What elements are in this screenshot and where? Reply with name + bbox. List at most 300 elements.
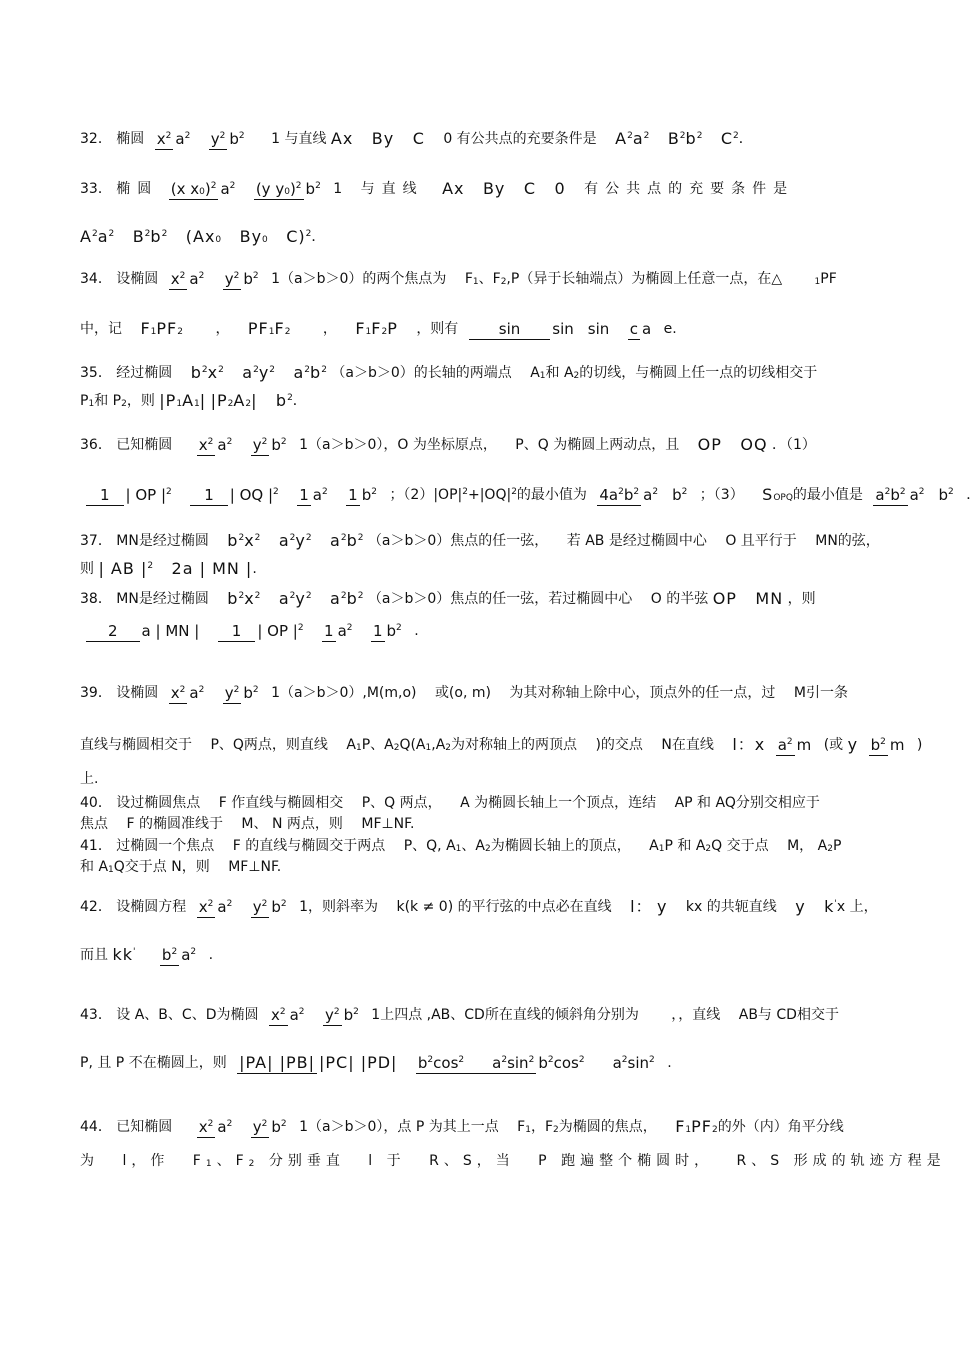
fraction-2-amn — [86, 620, 201, 642]
math: ,A — [431, 736, 446, 753]
math: a | MN | — [141, 622, 200, 640]
fraction-4a2b2 — [597, 484, 689, 506]
subscript: 0 — [215, 235, 222, 245]
exponent: 2 — [652, 487, 659, 497]
text: P、Q 两点， — [361, 795, 442, 811]
math: PF — [247, 318, 269, 338]
text: ，则有 — [416, 320, 459, 337]
text: 的最小值为 — [516, 486, 587, 503]
math: a — [293, 363, 305, 382]
var: b — [271, 436, 281, 454]
math: Ax — [442, 178, 465, 198]
item-43-cont — [80, 1052, 672, 1074]
subscript: 2 — [284, 326, 291, 337]
subscript: 1 — [194, 399, 200, 409]
exponent: 2 — [91, 229, 98, 239]
var: a — [289, 1006, 299, 1024]
subscript: 1 — [539, 371, 546, 381]
math: a — [242, 363, 254, 382]
var: b — [271, 1118, 281, 1136]
text: （a＞b＞0）焦点的任一弦，若过椭圆中心 — [367, 591, 633, 607]
math: A — [695, 838, 706, 854]
var: y — [324, 1005, 334, 1024]
math: k — [824, 896, 835, 916]
prime: ' — [132, 946, 136, 957]
math: y — [258, 363, 270, 382]
text: P 跑遍整个椭圆时， — [538, 1153, 714, 1169]
item-number: 43． — [80, 1006, 112, 1023]
math: b — [190, 363, 202, 382]
text: 中，记 — [80, 320, 122, 337]
exponent: 2 — [696, 130, 703, 141]
math: A — [80, 227, 92, 246]
text: 则 — [80, 561, 94, 577]
subscript: 1 — [685, 1124, 692, 1135]
math: c — [629, 319, 638, 338]
fraction-x-x0 — [169, 178, 238, 200]
math: F — [675, 1116, 686, 1136]
item-number: 34． — [80, 270, 112, 287]
math: A — [615, 128, 628, 148]
math: F — [355, 318, 366, 338]
text: 1，则斜率为 — [299, 898, 379, 915]
text: 或(o, m) — [434, 684, 491, 701]
math: a — [612, 1054, 622, 1072]
math: a — [330, 589, 341, 608]
exponent: 2 — [528, 1054, 535, 1065]
exponent: 2 — [198, 685, 205, 695]
math: 1 — [231, 621, 242, 640]
math: F — [464, 270, 473, 287]
item-38 — [80, 590, 816, 608]
text: 0 有公共点的充要条件是 — [443, 130, 597, 147]
math: P — [112, 393, 122, 409]
text: （a＞b＞0）焦点的任一弦， — [367, 533, 549, 549]
text: P、Q, A — [403, 838, 456, 854]
text: MF⊥NF. — [228, 859, 282, 875]
text: 和 — [94, 393, 109, 409]
exponent: 2 — [161, 229, 168, 239]
math: cos — [433, 1053, 459, 1072]
subscript: 2 — [553, 1124, 559, 1135]
math: b — [227, 531, 239, 550]
subscript: 1 — [472, 276, 479, 287]
item-number: 39． — [80, 684, 112, 701]
text: MN是经过椭圆 — [116, 533, 209, 549]
math: 1 — [100, 485, 110, 504]
math: a — [492, 1053, 502, 1072]
text: F 的直线与椭圆交于两点 — [232, 838, 386, 854]
text: F 作直线与椭圆相交 — [218, 795, 344, 811]
subscript: 2 — [393, 742, 400, 753]
item-41-cont — [80, 858, 281, 876]
exponent: 2 — [679, 130, 686, 141]
exponent: 2 — [918, 487, 925, 497]
item-42 — [80, 896, 878, 918]
subscript: 1 — [455, 844, 462, 854]
exponent: 2 — [238, 591, 245, 601]
fraction-y2-b2 — [223, 268, 261, 290]
item-number: 35． — [80, 365, 112, 381]
var: a — [217, 898, 227, 916]
exponent: 2 — [252, 685, 259, 695]
text: AP 和 AQ分别交相应于 — [674, 795, 820, 811]
exponent: 2 — [226, 1119, 233, 1129]
var: a — [217, 436, 227, 454]
math: F — [274, 318, 285, 338]
math: F — [517, 1118, 526, 1135]
math: OP — [697, 434, 722, 454]
subscript: 1 — [355, 742, 362, 753]
exponent: 2 — [218, 365, 224, 375]
text: ．（1） — [772, 436, 816, 453]
exponent: 2 — [254, 533, 261, 543]
exponent: 2 — [207, 436, 214, 447]
math: x — [207, 363, 219, 382]
text: 若 AB 是经过椭圆中心 — [566, 533, 707, 549]
text: O 的半弦 — [650, 591, 709, 607]
math: a — [875, 485, 885, 504]
exponent: 2 — [273, 487, 279, 497]
item-number: 44． — [80, 1118, 112, 1135]
math: C — [412, 128, 425, 148]
subscript: 1 — [150, 326, 157, 337]
exponent: 2 — [786, 736, 793, 747]
exponent: 2 — [144, 229, 151, 239]
exponent: 2 — [618, 486, 624, 497]
item-number: 36． — [80, 436, 112, 453]
math: b — [938, 486, 949, 504]
item-34-cont — [80, 318, 677, 340]
math: (y y — [255, 179, 285, 198]
item-38-cont — [80, 620, 419, 642]
item-42-cont — [80, 944, 213, 966]
exponent: 2 — [899, 486, 906, 497]
math: 1 — [324, 621, 334, 640]
var: b — [271, 898, 281, 916]
math: ) — [204, 179, 211, 198]
text: 1（a＞b＞0）,M(m,o) — [271, 684, 417, 701]
var: y — [224, 269, 234, 288]
text: A、B、C、D为椭圆 — [134, 1006, 259, 1023]
exponent: 2 — [627, 130, 633, 141]
subscript: 0 — [199, 186, 205, 197]
fraction-1-op2 — [218, 620, 306, 642]
fraction-b2-m — [869, 734, 907, 756]
math: 、F — [216, 1153, 249, 1169]
var: x — [156, 129, 166, 148]
exponent: 2 — [279, 1006, 286, 1017]
exponent: 2 — [184, 131, 191, 141]
text: （a＞b＞0）的长轴的两端点 — [331, 365, 512, 381]
item-33 — [80, 178, 794, 200]
math: P、A — [361, 736, 394, 753]
item-number: 41． — [80, 838, 112, 854]
text: ；（3） — [699, 486, 744, 503]
item-33-cont — [80, 228, 325, 246]
text: 椭圆 — [116, 130, 145, 147]
math: b — [275, 391, 288, 410]
math: b — [870, 735, 881, 754]
exponent: 2 — [427, 1054, 434, 1065]
math: (Ax — [185, 227, 216, 246]
subscript: 1 — [205, 1159, 217, 1169]
exponent: 2 — [733, 130, 739, 141]
math: a — [278, 531, 290, 550]
exponent: 2 — [305, 229, 312, 239]
fraction-x2-a2 — [197, 896, 235, 918]
math: |PC| |PD| — [319, 1053, 398, 1072]
math: 2 — [108, 621, 118, 640]
text: 设椭圆方程 — [116, 898, 187, 915]
var: x — [270, 1005, 280, 1024]
text: P, 且 — [80, 1054, 112, 1071]
fraction-x2-a2 — [197, 434, 235, 456]
subscript: 0 — [284, 186, 290, 197]
subscript: 2 — [445, 742, 452, 753]
text: 为椭圆的焦点， — [558, 1118, 657, 1135]
exponent: 2 — [458, 1054, 465, 1065]
text: R、S 形成的轨迹方程是 — [736, 1153, 946, 1169]
var: b — [243, 684, 253, 702]
exponent: 2 — [226, 437, 233, 447]
exponent: 2 — [171, 946, 178, 957]
item-40 — [80, 794, 820, 812]
var: b — [343, 1006, 354, 1024]
exponent: 2 — [207, 1118, 214, 1129]
math: b — [672, 486, 682, 504]
text: M， — [787, 838, 814, 854]
text: MF⊥NF. — [361, 816, 415, 832]
math: PF — [691, 1116, 713, 1136]
math: PF — [820, 270, 837, 287]
exponent: 2 — [305, 591, 312, 601]
math: cos — [553, 1054, 579, 1072]
var: b — [243, 270, 253, 288]
math: b — [346, 531, 358, 550]
text: 1上四点 ,AB、CD所在直线的倾斜角分别为 — [371, 1006, 639, 1023]
var: x — [198, 897, 208, 916]
fraction-1-b2 — [371, 620, 404, 642]
fraction-a2-m — [776, 734, 814, 756]
math: P — [387, 318, 398, 338]
text: 1（a＞b＞0）的两个焦点为 — [271, 270, 447, 287]
math: A — [649, 838, 659, 854]
math: 1 — [348, 485, 358, 504]
text: 的外（内）角平分线 — [717, 1118, 844, 1135]
math: 0 — [554, 178, 566, 198]
text: P、Q两点，则直线 — [210, 736, 328, 753]
math: | OP | — [125, 486, 167, 504]
item-44 — [80, 1116, 844, 1138]
math: PF — [156, 318, 178, 338]
text: 1（a＞b＞0），O 为坐标原点， — [299, 436, 497, 453]
exponent: 2 — [357, 533, 364, 543]
subscript: 2 — [827, 844, 833, 854]
math: b — [346, 589, 358, 608]
subscript: 2 — [381, 326, 388, 337]
math: b — [890, 485, 900, 504]
exponent: 2 — [108, 229, 115, 239]
exponent: 2 — [289, 591, 296, 601]
subscript: 1 — [88, 399, 95, 409]
math: 1 — [372, 621, 383, 640]
var: a — [220, 180, 230, 198]
subscript: 2 — [484, 844, 491, 854]
math: sin — [552, 320, 574, 338]
text: 过椭圆一个焦点 — [116, 838, 215, 854]
math: ，F — [530, 1118, 554, 1135]
text: . — [252, 561, 257, 577]
subscript: 1 — [814, 276, 821, 287]
math: b — [417, 1053, 428, 1072]
exponent: 2 — [147, 561, 154, 571]
exponent: 2 — [201, 365, 208, 375]
math: y — [295, 531, 306, 550]
exponent: 2 — [280, 1119, 287, 1129]
text: O 且平行于 — [725, 533, 797, 549]
item-32 — [80, 128, 753, 150]
math: F — [140, 318, 151, 338]
math: y — [656, 896, 668, 916]
text: l，作 — [122, 1153, 170, 1169]
item-number: 37． — [80, 533, 112, 549]
fraction-y2-b2 — [251, 434, 289, 456]
exponent: 2 — [649, 1055, 655, 1065]
text: M、 — [241, 816, 268, 832]
exponent: 2 — [511, 486, 517, 497]
math: 2a | MN | — [171, 559, 253, 578]
math: b — [161, 945, 172, 964]
text: ，则 — [787, 591, 816, 607]
math: x — [244, 531, 255, 550]
subscript: 1 — [425, 742, 432, 753]
exponent: 2 — [207, 898, 214, 909]
math: l：x — [732, 734, 766, 754]
exponent: 2 — [346, 623, 353, 633]
math: b — [310, 363, 322, 382]
subscript: 2 — [121, 399, 127, 409]
math: A — [98, 859, 109, 875]
text: 的最小值是 — [792, 486, 863, 503]
math: m — [796, 736, 812, 754]
var: x — [198, 435, 208, 454]
math: |P — [159, 391, 177, 410]
exponent: 2 — [321, 487, 328, 497]
text: ． — [966, 486, 980, 503]
text: ． — [311, 229, 326, 245]
text: ) — [916, 736, 923, 753]
fraction-1-oq — [190, 484, 281, 506]
math: A — [563, 365, 574, 381]
exponent: 2 — [226, 899, 233, 909]
math: ) — [289, 179, 296, 198]
exponent: 2 — [261, 898, 268, 909]
text: 的平行弦的中点必在直线 — [457, 898, 612, 915]
subscript: 2 — [712, 1124, 718, 1135]
text: A 为椭圆长轴上一个顶点，连结 — [460, 795, 657, 811]
exponent: 2 — [280, 899, 287, 909]
math: | AB | — [98, 559, 148, 578]
text: ， — [322, 320, 337, 337]
item-36-cont — [80, 484, 980, 506]
subscript: OPQ — [773, 492, 793, 503]
math: a — [330, 531, 341, 550]
exponent: 2 — [198, 271, 205, 281]
var: x — [170, 683, 180, 702]
math: S — [762, 484, 774, 504]
fraction-1-op — [86, 484, 174, 506]
text: 1 与直线 — [271, 130, 327, 147]
exponent: 2 — [261, 1118, 268, 1129]
fraction-y2-b2 — [209, 128, 247, 150]
math: b — [227, 589, 239, 608]
exponent: 2 — [884, 486, 891, 497]
fraction-cos-sin — [416, 1052, 657, 1074]
exponent: 2 — [333, 1006, 340, 1017]
text: 和 — [545, 365, 560, 381]
math: b — [150, 227, 162, 246]
math: C — [720, 128, 734, 148]
text: x 上， — [836, 898, 878, 915]
var: a — [175, 130, 185, 148]
exponent: 2 — [295, 180, 302, 191]
math: k(k — [396, 898, 419, 915]
text: ． — [738, 130, 753, 147]
text: P、Q 为椭圆上两动点，且 — [515, 436, 680, 453]
math: kk — [112, 944, 133, 964]
math: |PA| |PB| — [239, 1052, 315, 1072]
text: MN的弦， — [815, 533, 880, 549]
text: ；（2）|OP| — [389, 486, 463, 503]
item-number: 33． — [80, 180, 112, 197]
math: a — [777, 735, 787, 754]
exponent: 2 — [948, 487, 954, 497]
math: y — [295, 589, 306, 608]
exponent: 2 — [681, 487, 688, 497]
text: N，则 — [171, 859, 210, 875]
text: 直线与椭圆相交于 — [80, 736, 192, 753]
exponent: 2 — [289, 533, 296, 543]
subscript: 2 — [500, 276, 507, 287]
exponent: 2 — [357, 591, 364, 601]
math: a — [312, 486, 322, 504]
subscript: 1 — [176, 399, 183, 409]
math: b — [361, 486, 372, 504]
math: a — [97, 227, 109, 246]
prime: ' — [834, 898, 837, 909]
exponent: 2 — [305, 533, 312, 543]
var: y — [252, 1117, 262, 1136]
exponent: 2 — [298, 1007, 305, 1017]
text: 1 与直线 — [333, 180, 424, 197]
exponent: 2 — [501, 1054, 508, 1065]
math: 4a — [599, 485, 619, 504]
fraction-y2-b2 — [251, 896, 289, 918]
fraction-x2-a2 — [155, 128, 193, 150]
exponent: 2 — [297, 623, 304, 633]
text: . — [414, 622, 419, 639]
math: A — [182, 391, 195, 410]
exponent: 2 — [880, 736, 886, 747]
var: x — [170, 269, 180, 288]
math: b — [538, 1054, 548, 1072]
subscript: 1 — [525, 1124, 531, 1135]
var: a — [189, 684, 199, 702]
var: b — [229, 130, 239, 148]
text: 1（a＞b＞0），点 P 为其上一点 — [299, 1118, 499, 1135]
exponent: 2 — [287, 393, 293, 403]
